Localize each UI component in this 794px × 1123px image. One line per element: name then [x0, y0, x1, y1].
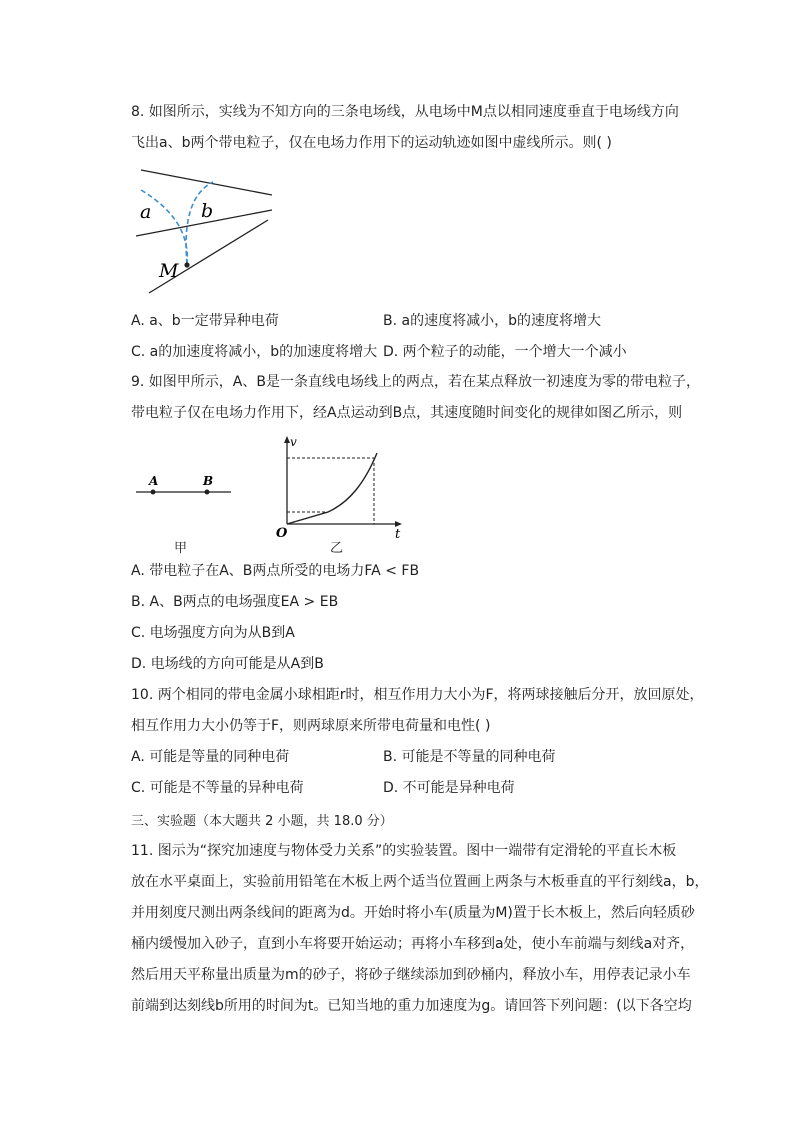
label-b: b: [201, 200, 214, 222]
point-B: [205, 490, 210, 495]
q9-figure-yi-vt-graph: [270, 432, 406, 540]
q10-option-b: B. 可能是不等量的同种电荷: [383, 749, 556, 765]
q8-option-c: C. a的加速度将减小，b的加速度将增大: [131, 344, 378, 360]
axis-t-label: t: [395, 527, 401, 540]
q9-line-2: 带电粒子仅在电场力作用下，经A点运动到B点，其速度随时间变化的规律如图乙所示，则: [131, 405, 683, 421]
q8-field-figure: [131, 160, 281, 300]
origin-label: O: [276, 526, 288, 540]
axis-v-label: v: [290, 435, 297, 449]
q10-line-1: 10. 两个相同的带电金属小球相距r时，相互作用力大小为F，将两球接触后分开，放回原处，: [131, 687, 704, 703]
label-A: A: [149, 474, 159, 488]
q8-line-1: 8. 如图所示，实线为不知方向的三条电场线，从电场中M点以相同速度垂直于电场线方向: [131, 104, 679, 120]
section-heading: 三、实验题（本大题共 2 小题，共 18.0 分）: [131, 814, 393, 829]
q9-option-b: B. A、B两点的电场强度EA > EB: [131, 594, 339, 610]
q9-figure-jia: [131, 470, 235, 502]
q8-option-d: D. 两个粒子的动能，一个增大一个减小: [383, 344, 627, 360]
point-M: [184, 262, 189, 267]
q11-line-5: 然后用天平称量出质量为m的砂子，将砂子继续添加到砂桶内，释放小车，用停表记录小车: [131, 967, 691, 983]
q8-option-a: A. a、b一定带异种电荷: [131, 313, 279, 329]
velocity-curve: [287, 453, 377, 524]
label-B: B: [203, 474, 214, 488]
q10-option-c: C. 可能是不等量的异种电荷: [131, 780, 304, 796]
q11-line-6: 前端到达刻线b所用的时间为t。已知当地的重力加速度为g。请回答下列问题：(以下各空均: [131, 998, 692, 1014]
trajectory-b: [186, 182, 213, 264]
q10-line-2: 相互作用力大小仍等于F，则两球原来所带电荷量和电性( ): [131, 718, 491, 734]
q9-option-c: C. 电场强度方向为从B到A: [131, 625, 295, 641]
field-line-bottom: [149, 220, 268, 293]
q9-line-1: 9. 如图甲所示，A、B是一条直线电场线上的两点，若在某点释放一初速度为零的带电粒子，: [131, 374, 700, 390]
q11-line-4: 桶内缓慢加入砂子，直到小车将要开始运动；再将小车移到a处，使小车前端与刻线a对齐，: [131, 936, 695, 952]
q9-option-a: A. 带电粒子在A、B两点所受的电场力FA < FB: [131, 563, 420, 579]
q10-option-a: A. 可能是等量的同种电荷: [131, 749, 290, 765]
caption-jia: 甲: [174, 541, 188, 556]
q10-option-d: D. 不可能是异种电荷: [383, 780, 515, 796]
q8-line-2: 飞出a、b两个带电粒子，仅在电场力作用下的运动轨迹如图中虚线所示。则( ): [131, 135, 612, 151]
label-M: M: [159, 260, 179, 282]
q8-option-b: B. a的速度将减小，b的速度将增大: [383, 313, 601, 329]
label-a: a: [140, 201, 152, 223]
field-line-top: [141, 170, 272, 195]
q11-line-1: 11. 图示为“探究加速度与物体受力关系”的实验装置。图中一端带有定滑轮的平直长木板: [131, 843, 677, 859]
q11-line-2: 放在水平桌面上，实验前用铅笔在木板上两个适当位置画上两条与木板垂直的平行刻线a，b，: [131, 874, 709, 890]
point-A: [151, 490, 156, 495]
q11-line-3: 并用刻度尺测出两条线间的距离为d。开始时将小车(质量为M)置于长木板上，然后向轻质砂: [131, 905, 695, 921]
caption-yi: 乙: [330, 541, 344, 556]
q9-option-d: D. 电场线的方向可能是从A到B: [131, 656, 324, 672]
